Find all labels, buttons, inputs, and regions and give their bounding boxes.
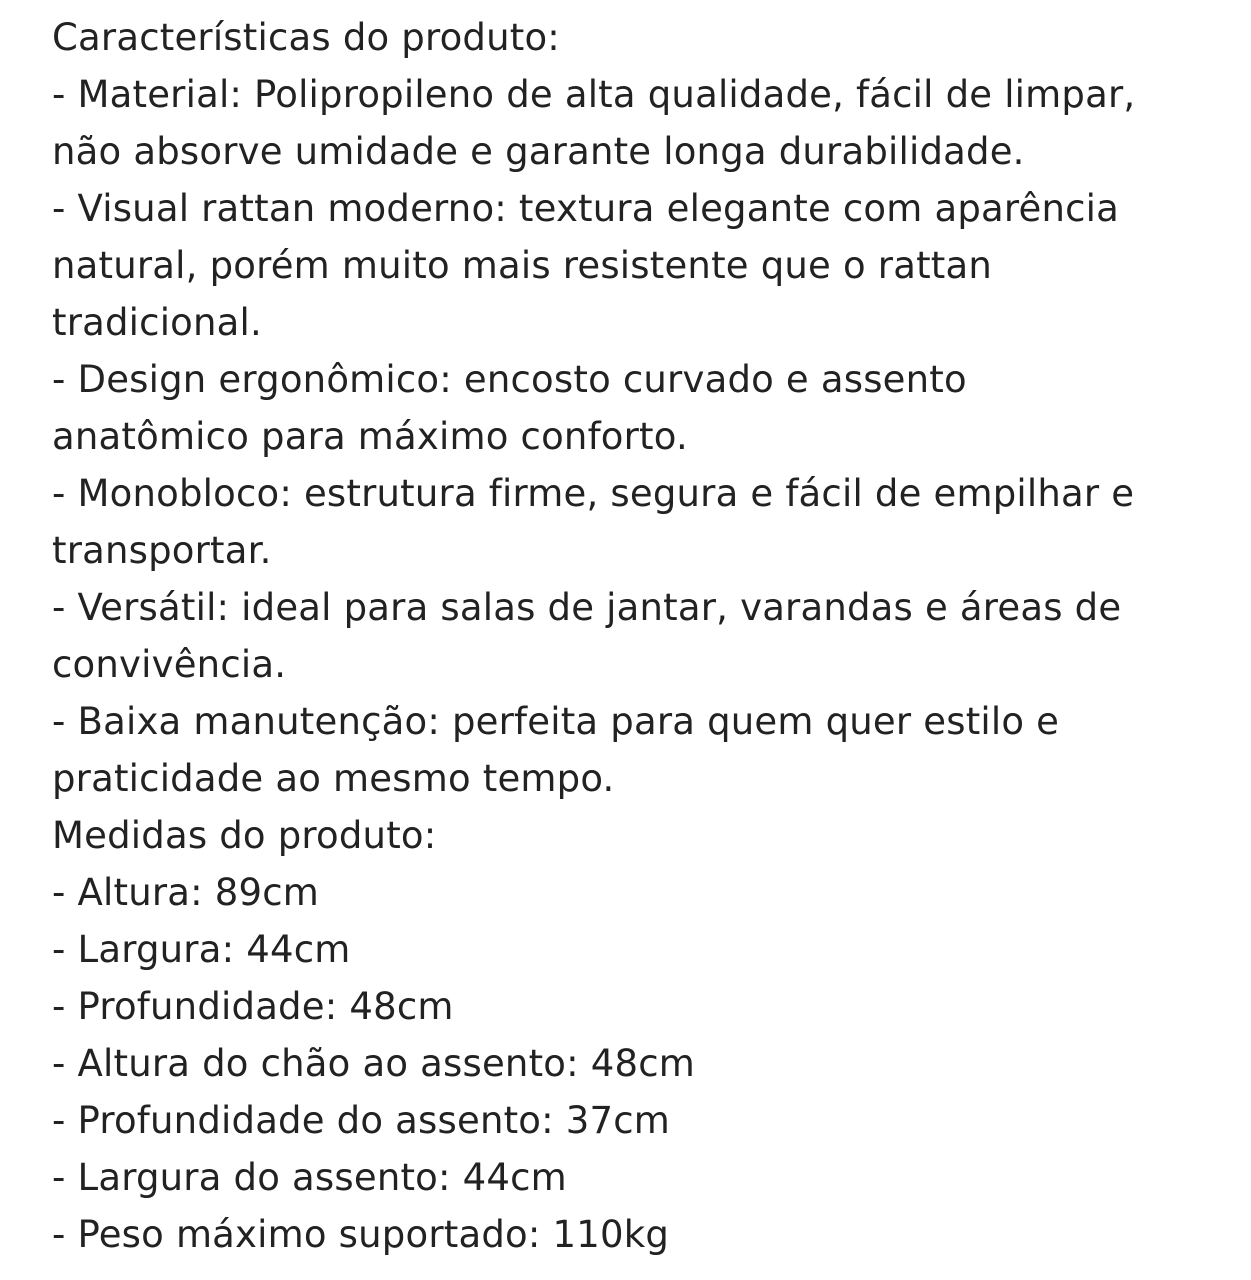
feature-item-visual (52, 180, 1232, 351)
measure-item-seat-height: - Altura do chão ao assento: 48cm (52, 1042, 696, 1085)
feature-item-manutencao (52, 693, 1232, 807)
feature-line: praticidade ao mesmo tempo. (52, 757, 615, 800)
features-heading: Características do produto: (52, 16, 560, 59)
feature-line: natural, porém muito mais resistente que o rattan (52, 244, 993, 287)
product-description (52, 9, 1232, 1263)
feature-line: transportar. (52, 529, 272, 572)
feature-line: - Monobloco: estrutura firme, segura e fácil de empilhar e (52, 472, 1135, 515)
feature-item-versatil (52, 579, 1232, 693)
feature-line: tradicional. (52, 301, 262, 344)
measure-item-max-weight: - Peso máximo suportado: 110kg (52, 1213, 670, 1256)
feature-line: não absorve umidade e garante longa durabilidade. (52, 130, 1025, 173)
measure-item-height: - Altura: 89cm (52, 871, 320, 914)
feature-item-material (52, 66, 1232, 180)
measures-heading: Medidas do produto: (52, 814, 437, 857)
feature-line: - Visual rattan moderno: textura elegante com aparência (52, 187, 1120, 230)
measure-item-width: - Largura: 44cm (52, 928, 351, 971)
feature-line: convivência. (52, 643, 287, 686)
measure-item-seat-depth: - Profundidade do assento: 37cm (52, 1099, 671, 1142)
feature-item-design (52, 351, 1232, 465)
feature-line: - Baixa manutenção: perfeita para quem quer estilo e (52, 700, 1060, 743)
feature-line: anatômico para máximo conforto. (52, 415, 688, 458)
measure-item-seat-width: - Largura do assento: 44cm (52, 1156, 567, 1199)
measure-item-depth: - Profundidade: 48cm (52, 985, 454, 1028)
feature-item-monobloco (52, 465, 1232, 579)
feature-line: - Versátil: ideal para salas de jantar, varandas e áreas de (52, 586, 1122, 629)
feature-line: - Material: Polipropileno de alta qualidade, fácil de limpar, (52, 73, 1136, 116)
feature-line: - Design ergonômico: encosto curvado e assento (52, 358, 967, 401)
